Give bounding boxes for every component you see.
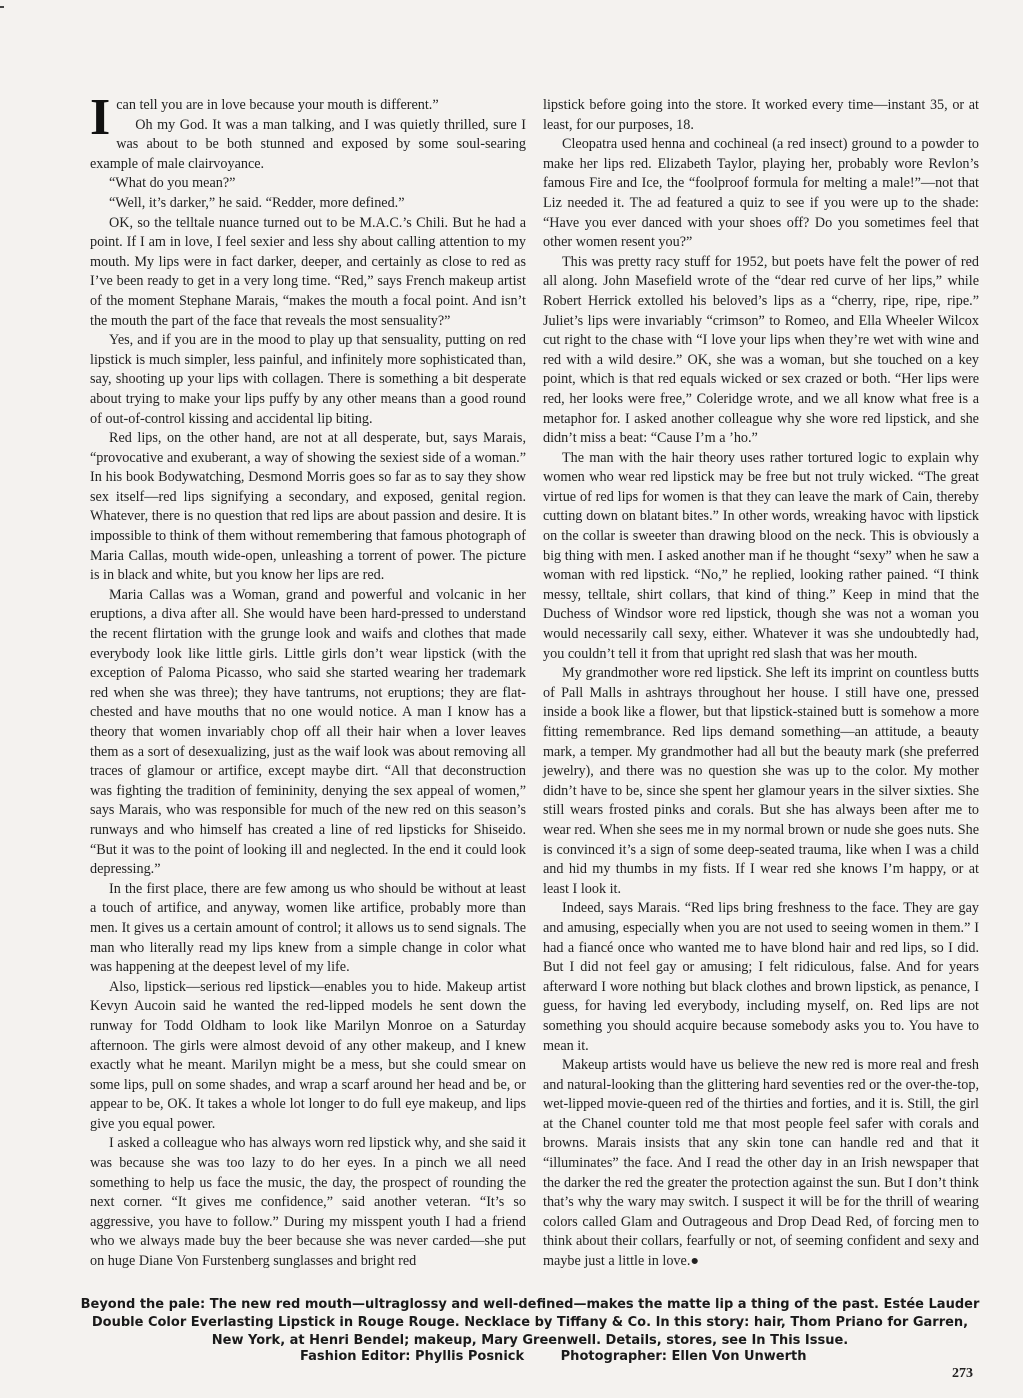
article-paragraph: lipstick before going into the store. It worked every time—instant 35, or at least, for our purposes, 18. xyxy=(543,97,979,133)
article-paragraph: Oh my God. It was a man talking, and I was quietly thrilled, sure I was about to be both stunned and exposed by some soul-searing example of male clairvoyance. xyxy=(90,116,526,172)
page-edge-mark xyxy=(0,6,4,8)
article-paragraph: This was pretty racy stuff for 1952, but poets have felt the power of red all along. John Masefield wrote of the “dear red curve of her lips,” while Robert Herrick extolled his beloved’s lips as a “cherry, ripe, ripe, ripe.” Juliet’s lips were invariably “crimson” to Romeo, and Ella Wheeler Wilcox cut right to the chase with “I love your lips when they’re wet with wine and red with a wild desire.” OK, she was a woman, but she touched on a key point, which is that red equals wicked or sex crazed or both. “Her lips were red, her looks were free,” Coleridge wrote, and we all know what free is a metaphor for. I asked another colleague why she wore red lipstick, and she didn’t miss a beat: “Cause I’m a ’ho.” xyxy=(543,253,979,447)
article-paragraph: “Well, it’s darker,” he said. “Redder, more defined.” xyxy=(109,194,405,211)
photo-caption: Beyond the pale: The new red mouth—ultraglossy and well-defined—makes the matte lip a thing of the past. Estée Lauder Double Color Everlasting Lipstick in Rouge Rouge. Necklace by Tiffany & Co. In this story: hair, Thom Priano for Garren, New York, at Henri Bendel; makeup, Mary Greenwell. Details, stores, see In This Issue. xyxy=(80,1297,980,1348)
article-paragraph: My grandmother wore red lipstick. She left its imprint on countless butts of Pall Malls in ashtrays throughout her house. I still have one, pressed inside a book like a flower, but that lipstick-stained butt is somehow a more fitting remembrance. Red lips demand something—an attitude, a beauty mark, a temper. My grandmother had all but the beauty mark (she preferred jewelry), and there was no question she was up to the color. My mother didn’t have to be, since she spent her glamour years in the silver sixties. She still wears frosted pinks and corals. But she has always been after me to wear red. When she sees me in my normal brown or nude she goes nuts. She is convinced it’s a sign of some deep-seated trauma, like when I was a child and hid my thumbs in my fists. If I wear red she knows I’m happy, or at least I look it. xyxy=(543,665,979,897)
paragraph-text: can tell you are in love because your mouth is different.” xyxy=(116,97,439,113)
article-paragraph: I asked a colleague who has always worn red lipstick why, and she said it was because she was too lazy to do her eyes. In a pinch we all need something to help us face the music, the day, the prospect of rounding the next corner. “It gives me confidence,” said another veteran. “It’s so aggressive, you have to follow.” During my misspent youth I had a friend who we always made buy the beer because she was never carded—she put on huge Diane Von Furstenberg sunglasses and bright red xyxy=(90,1135,526,1270)
article-paragraph: The man with the hair theory uses rather tortured logic to explain why women who wear red lipstick may be free but not truly wicked. “The great virtue of red lips for women is that they can leave the mark of Cain, thereby cutting down on blatant bites.” In other words, wreaking havoc with lipstick on the collar is sweeter than drawing blood on the neck. This is obviously a big thing with men. I asked another man if he thought “sexy” when he saw a woman with red lipstick. “No,” he replied, looking rather pained. “I think messy, telltale, shirt collars, that kind of thing.” Keep in mind that the Duchess of Windsor wore red lipstick, though she was not a woman you would necessarily call sexy, either. Whatever it was she undoubtedly had, you couldn’t tell it from that upright red slash that was her mouth. xyxy=(543,449,979,662)
photographer-credit: Photographer: Ellen Von Unwerth xyxy=(560,1349,807,1364)
article-paragraph: OK, so the telltale nuance turned out to be M.A.C.’s Chili. But he had a point. If I am in love, I feel sexier and less shy about calling attention to my mouth. My lips were in fact darker, deeper, and certainly as close to red as I’ve been ready to get in a very long time. “Red,” says French makeup artist of the moment Stephane Marais, “makes the mouth a focal point. And isn’t the mouth the part of the face that reveals the most sensuality?” xyxy=(90,214,526,329)
article-paragraph: In the first place, there are few among us who should be without at least a touch of artifice, and anyway, women like artifice, probably more than men. It gives us a certain amount of control; it allows us to send signals. The man who literally read my lips knew from a simple change in color what was happening at the deepest level of my life. xyxy=(90,880,526,976)
article-paragraph: Red lips, on the other hand, are not at all desperate, but, says Marais, “provocative and exuberant, a way of showing the sexiest side of a woman.” In his book Bodywatching, Desmond Morris goes so far as to say they show sex itself—red lips signifying a secondary, and exposed, genital region. Whatever, there is no question that red lips are about passion and desire. It is impossible to think of them without remembering that famous photograph of Maria Callas, mouth wide-open, unleashing a torrent of power. The picture is in black and white, but you know her lips are red. xyxy=(90,430,526,584)
article-column-left xyxy=(90,89,526,1272)
page-number: 273 xyxy=(952,1366,973,1381)
article-paragraph: “What do you mean?” xyxy=(109,175,236,192)
article-paragraph: Cleopatra used henna and cochineal (a red insect) ground to a powder to make her lips red. Elizabeth Taylor, playing her, probably wore Revlon’s famous Fire and Ice, the “foolproof formula for melting a male!”—not that Liz needed it. The ad featured a quiz to see if you were up to the shade: “Have you ever danced with your shoes off? Do you sometimes feel that other women resent you?” xyxy=(543,136,979,251)
article-paragraph: Makeup artists would have us believe the new red is more real and fresh and natural-looking than the glittering hard seventies red or the over-the-top, wet-lipped movie-queen red of the thirties and forties, and it is. Still, the girl at the Chanel counter told me that most people feel safer with corals and browns. Marais insists that any skin tone can handle red and that it “illuminates” the face. And I read the other day in an Irish newspaper that the darker the red the greater the protection against the sun. But I don’t think that’s why the wary may switch. I suspect it will be for the thrill of wearing colors called Glam and Outrageous and Drop Dead Red, of forcing men to think about their collars, fearfully or not, of seeming confident and sexy and maybe just a little in love.● xyxy=(543,1057,979,1270)
article-paragraph: Also, lipstick—serious red lipstick—enables you to hide. Makeup artist Kevyn Aucoin said he wanted the red-lipped models he sent down the runway for Todd Oldham to look like Marilyn Monroe on a Saturday afternoon. The girls were almost devoid of any other makeup, and I knew exactly what he meant. Marilyn might be a mess, but she could smear on some lips, pull on some shades, and wrap a scarf around her head and be, or appear to be, OK. It takes a whole lot longer to do full eye makeup, and lips give you equal power. xyxy=(90,978,526,1132)
fashion-editor-credit: Fashion Editor: Phyllis Posnick xyxy=(300,1349,525,1364)
article-paragraph: Indeed, says Marais. “Red lips bring freshness to the face. They are gay and amusing, especially when you are not used to seeing women in them.” I had a fiancé once who wanted me to have blond hair and red lips, so I did. But I did not feel gay or amusing; I felt ridiculous, false. And for years afterward I wore nothing but black clothes and brown lipstick, as penance, I guess, for having led everybody, including myself, on. Red lips are not something you should acquire because somebody asks you to. You have to mean it. xyxy=(543,900,979,1054)
article-column-right xyxy=(543,96,979,1272)
article-paragraph: Maria Callas was a Woman, grand and powerful and volcanic in her eruptions, a diva after all. She would have been hard-pressed to understand the recent flirtation with the grunge look and waifs and clothes that made everybody look like little girls. Little girls don’t wear lipstick (with the exception of Paloma Picasso, who said she started wearing her trademark red when she was three); they have tantrums, not eruptions; they are flat-chested and have mouths that no one would notice. A man I know has a theory that women invariably chop off all their hair when a lover leaves them as a sort of desexualizing, just as the waif look was about removing all traces of glamour or artifice, except maybe dirt. “All that deconstruction was fighting the tradition of femininity, denying the sex appeal of women,” says Marais, who was responsible for much of the new red on this season’s runways and who himself has created a line of red lipsticks for Shiseido. “But it was to the point of looking ill and neglected. In the end it could look depressing.” xyxy=(90,586,526,878)
credits xyxy=(300,1349,839,1364)
article-paragraph: Yes, and if you are in the mood to play up that sensuality, putting on red lipstick is much simpler, less painful, and infinitely more sophisticated than, say, shooting up your lips with collagen. There is something a bit desperate about trying to make your lips puffy by any other means than a good round of out-of-control kissing and accidental lip biting. xyxy=(90,332,526,427)
drop-cap: I xyxy=(90,89,111,146)
